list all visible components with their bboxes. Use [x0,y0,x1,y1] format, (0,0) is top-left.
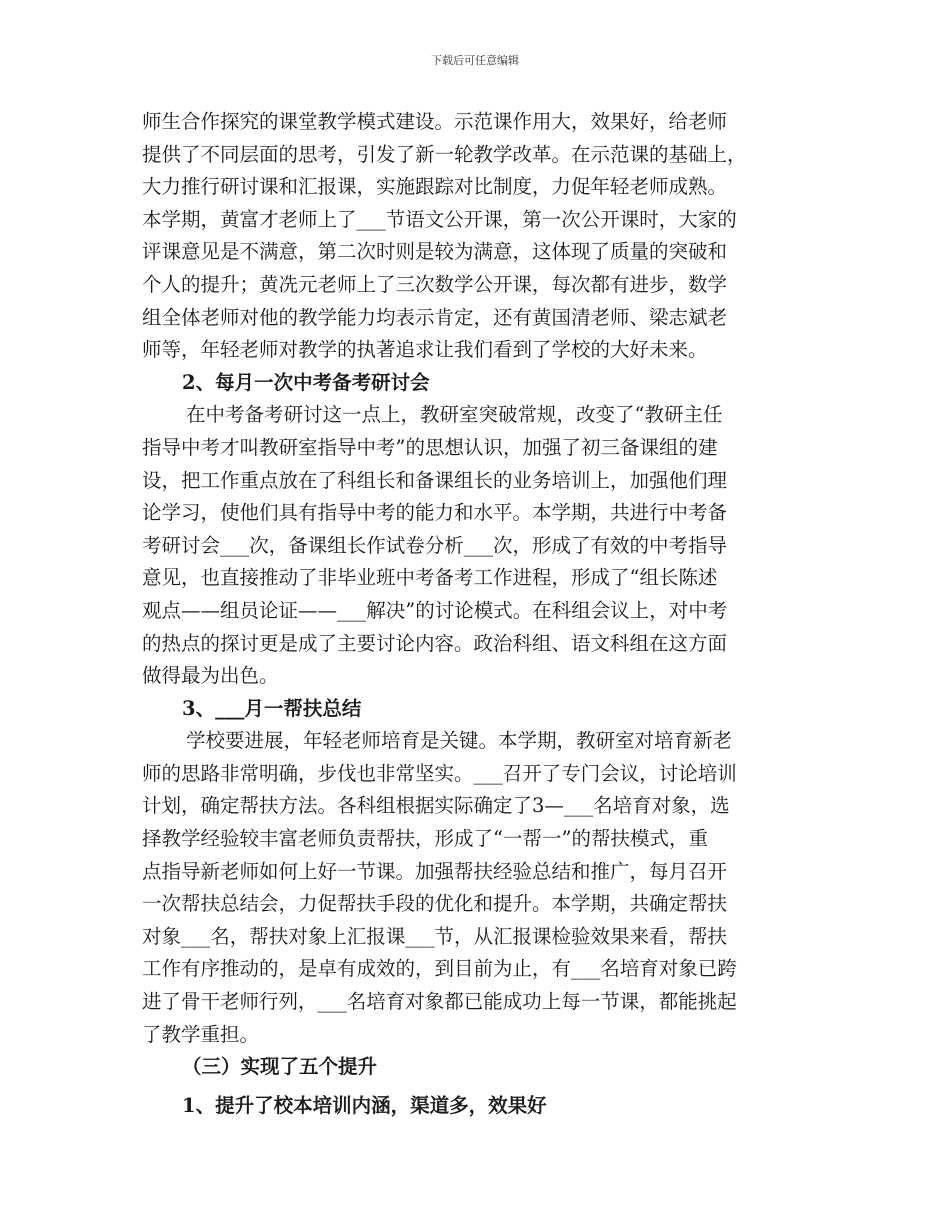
paragraph-line: 个人的提升；黄冼元老师上了三次数学公开课，每次都有进步，数学 [142,272,728,296]
paragraph-line: 设，把工作重点放在了科组长和备课组长的业务培训上，加强他们理 [142,468,728,492]
paragraph-line: 师等，年轻老师对教学的执著追求让我们看到了学校的大好未来。 [142,338,708,362]
paragraph-line: 提供了不同层面的思考，引发了新一轮教学改革。在示范课的基础上， [142,142,747,166]
paragraph-line: 点指导新老师如何上好一节课。加强帮扶经验总结和推广，每月召开 [142,859,728,883]
paragraph-line: 对象___名，帮扶对象上汇报课___节，从汇报课检验效果来看，帮扶 [142,924,728,948]
section-heading: 2、每月一次中考备考研讨会 [182,370,430,394]
paragraph-line: 组全体老师对他的教学能力均表示肯定，还有黄国清老师、梁志斌老 [142,305,728,329]
paragraph-line: 论学习，使他们具有指导中考的能力和水平。本学期，共进行中考备 [142,501,728,525]
paragraph-line: 考研讨会___次，备课组长作试卷分析___次，形成了有效的中考指导 [142,533,728,557]
paragraph-line: 计划，确定帮扶方法。各科组根据实际确定了3—___名培育对象，选 [142,794,730,818]
document-body [142,106,810,1122]
section-heading: （三）实现了五个提升 [182,1055,378,1079]
paragraph-line: 观点——组员论证——___解决”的讨论模式。在科组会议上，对中考 [142,598,728,622]
paragraph-line: 学校要进展，年轻老师培育是关键。本学期，教研室对培育新老 [186,729,733,753]
paragraph-line: 师的思路非常明确，步伐也非常坚实。___召开了专门会议，讨论培训 [142,761,737,785]
paragraph-line: 进了骨干老师行列，___名培育对象都已能成功上每一节课，都能挑起 [142,990,737,1014]
paragraph-line: 在中考备考研讨这一点上，教研室突破常规，改变了“教研主任 [186,403,723,427]
section-heading: 3、___月一帮扶总结 [182,696,362,720]
page-header: 下载后可任意编辑 [431,54,519,67]
paragraph-line: 评课意见是不满意，第二次时则是较为满意，这体现了质量的突破和 [142,240,728,264]
paragraph-line: 大力推行研讨课和汇报课，实施跟踪对比制度，力促年轻老师成熟。 [142,175,728,199]
paragraph-line: 一次帮扶总结会，力促帮扶手段的优化和提升。本学期，共确定帮扶 [142,892,728,916]
paragraph-line: 了教学重担。 [142,1022,260,1046]
section-heading: 1、提升了校本培训内涵，渠道多，效果好 [182,1093,547,1117]
paragraph-line: 工作有序推动的，是卓有成效的，到目前为止，有___名培育对象已跨 [142,957,737,981]
paragraph-line: 意见，也直接推动了非毕业班中考备考工作进程，形成了“组长陈述 [142,566,718,590]
paragraph-line: 的热点的探讨更是成了主要讨论内容。政治科组、语文科组在这方面 [142,631,728,655]
paragraph-line: 师生合作探究的课堂教学模式建设。示范课作用大，效果好，给老师 [142,110,728,133]
paragraph-line: 择教学经验较丰富老师负责帮扶，形成了“一帮一”的帮扶模式，重 [142,827,708,851]
paragraph-line: 做得最为出色。 [142,664,279,688]
paragraph-line: 本学期，黄富才老师上了___节语文公开课，第一次公开课时，大家的 [142,207,737,231]
paragraph-line: 指导中考才叫教研室指导中考”的思想认识，加强了初三备课组的建 [142,435,718,459]
